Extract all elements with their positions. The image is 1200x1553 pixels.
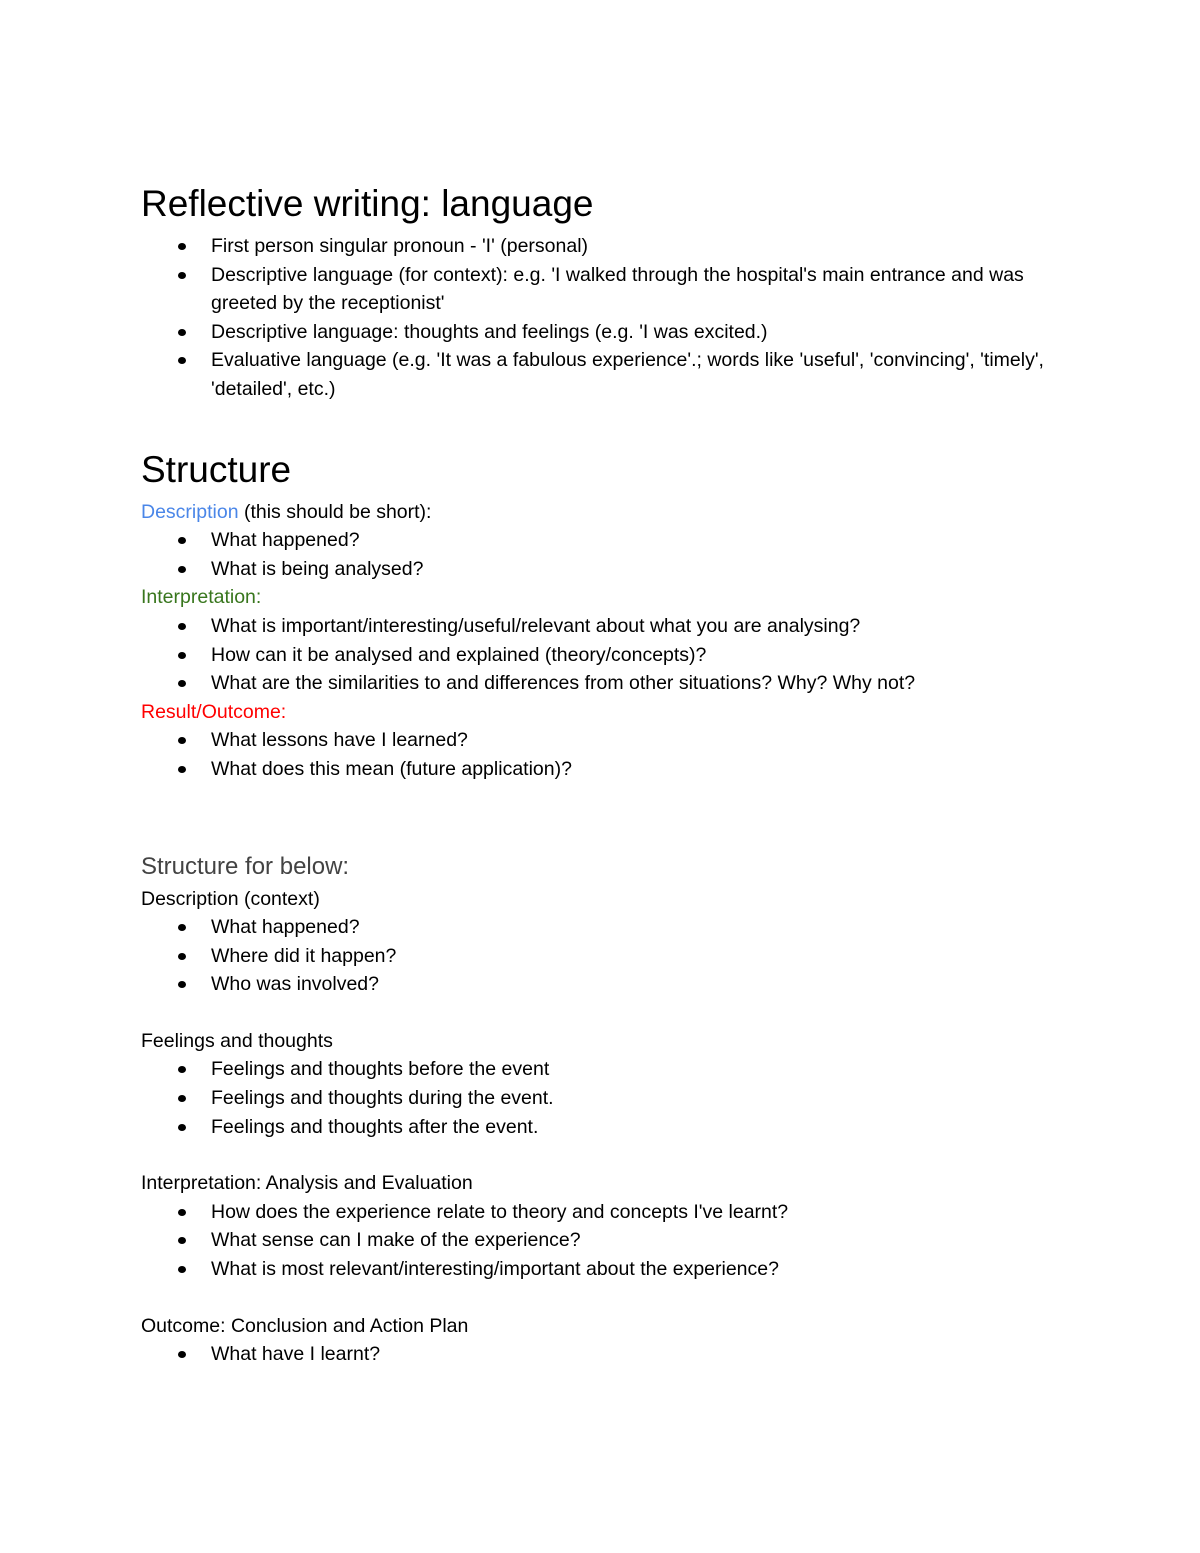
list-item: How can it be analysed and explained (theory/concepts)? (211, 641, 1071, 670)
heading-structure-for-below: Structure for below: (141, 852, 350, 880)
bullet-icon (178, 623, 186, 630)
bullet-icon (178, 953, 186, 960)
bullet-icon (178, 537, 186, 544)
bullet-icon (178, 243, 186, 250)
list-item: Feelings and thoughts after the event. (211, 1113, 1071, 1142)
list-item: Feelings and thoughts before the event (211, 1055, 1071, 1084)
bullet-icon (178, 566, 186, 573)
description-label-colored: Description (141, 500, 239, 523)
spacer (141, 999, 1071, 1027)
bullet-icon (178, 1095, 186, 1102)
heading-reflective-writing-language: Reflective writing: language (141, 183, 594, 224)
interpretation-label: Interpretation: (141, 586, 262, 609)
description-label-suffix: (this should be short): (238, 500, 432, 523)
bullet-icon (178, 924, 186, 931)
group-label-description-context: Description (context) (141, 887, 320, 910)
language-list (141, 232, 1071, 404)
list-item: First person singular pronoun - 'I' (personal) (211, 232, 1071, 261)
list-item: What is most relevant/interesting/important about the experience? (211, 1255, 1071, 1284)
spacer (141, 1284, 1071, 1312)
list-item: What happened? (211, 526, 1071, 555)
bullet-icon (178, 680, 186, 687)
list-item: Who was involved? (211, 970, 1071, 999)
interpretation-list (141, 612, 1071, 698)
bullet-icon (178, 766, 186, 773)
list-item: Descriptive language: thoughts and feelings (e.g. 'I was excited.) (211, 318, 1071, 347)
bullet-icon (178, 272, 186, 279)
bullet-icon (178, 1124, 186, 1131)
bullet-icon (178, 1209, 186, 1216)
feelings-thoughts-list (141, 1055, 1071, 1141)
result-list (141, 726, 1071, 783)
list-item: What have I learnt? (211, 1340, 1071, 1369)
list-item: Descriptive language (for context): e.g. 'I walked through the hospital's main entrance and was greeted by the receptionist' (211, 261, 1071, 318)
bullet-icon (178, 357, 186, 364)
bullet-icon (178, 1237, 186, 1244)
interpretation-analysis-list (141, 1198, 1071, 1284)
spacer (141, 1141, 1071, 1169)
spacer (141, 404, 1071, 442)
description-label (141, 498, 1071, 527)
outcome-conclusion-list (141, 1340, 1071, 1369)
spacer (141, 784, 1071, 849)
list-item: What is important/interesting/useful/relevant about what you are analysing? (211, 612, 1071, 641)
list-item: What does this mean (future application)? (211, 755, 1071, 784)
bullet-icon (178, 1351, 186, 1358)
bullet-icon (178, 329, 186, 336)
list-item: What sense can I make of the experience? (211, 1226, 1071, 1255)
list-item: How does the experience relate to theory and concepts I've learnt? (211, 1198, 1071, 1227)
group-label-feelings-thoughts: Feelings and thoughts (141, 1029, 333, 1052)
group-label-interpretation-analysis: Interpretation: Analysis and Evaluation (141, 1172, 473, 1195)
description-list (141, 526, 1071, 583)
bullet-icon (178, 981, 186, 988)
bullet-icon (178, 1066, 186, 1073)
list-item: Feelings and thoughts during the event. (211, 1084, 1071, 1113)
heading-structure: Structure (141, 448, 292, 490)
bullet-icon (178, 652, 186, 659)
list-item: What is being analysed? (211, 555, 1071, 584)
list-item: Where did it happen? (211, 942, 1071, 971)
bullet-icon (178, 1266, 186, 1273)
document-page (141, 176, 1071, 1369)
list-item: Evaluative language (e.g. 'It was a fabulous experience'.; words like 'useful', 'convincing', 'timely', 'detailed', etc.) (211, 346, 1071, 403)
list-item: What lessons have I learned? (211, 726, 1071, 755)
group-label-outcome-conclusion: Outcome: Conclusion and Action Plan (141, 1314, 469, 1337)
description-context-list (141, 913, 1071, 999)
bullet-icon (178, 737, 186, 744)
result-outcome-label: Result/Outcome: (141, 700, 287, 723)
list-item: What happened? (211, 913, 1071, 942)
list-item: What are the similarities to and differences from other situations? Why? Why not? (211, 669, 1071, 698)
